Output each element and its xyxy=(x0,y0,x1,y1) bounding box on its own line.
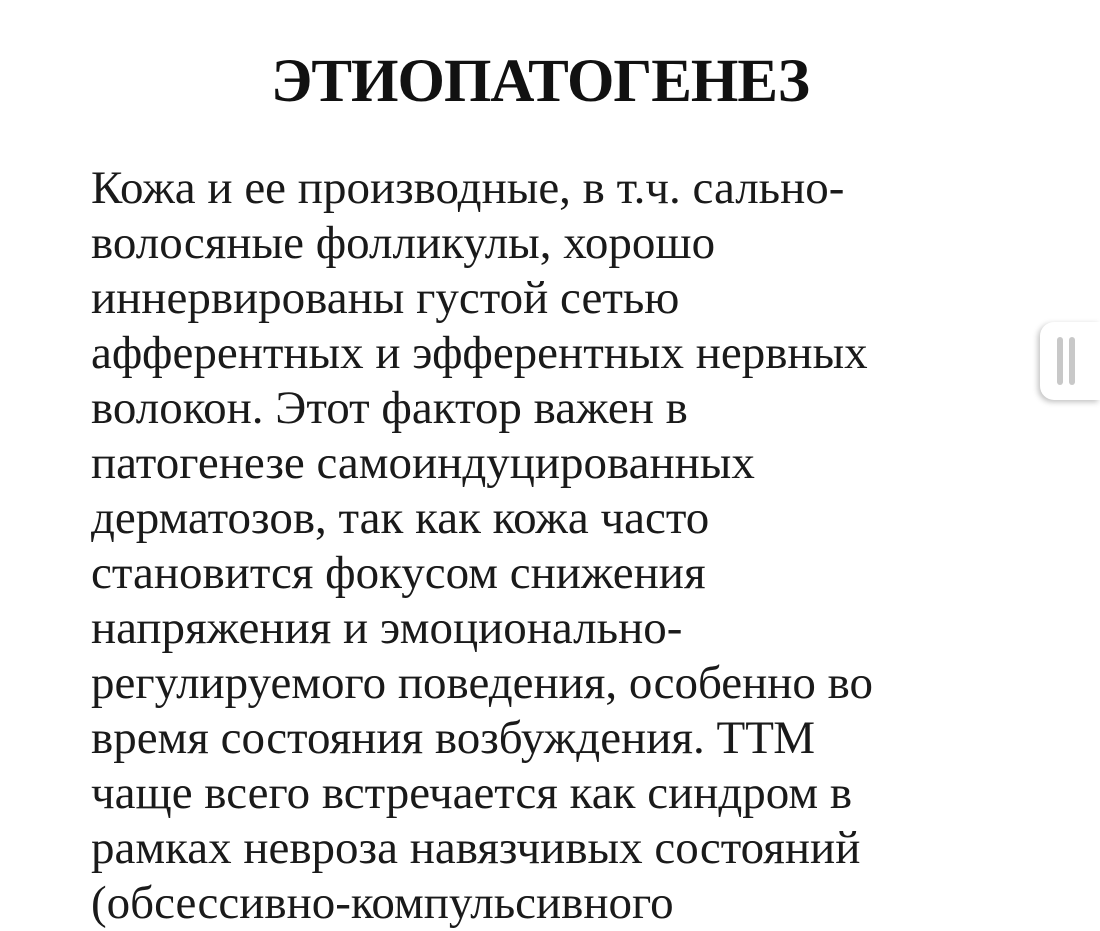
text-line: регулируемого поведения, особенно во xyxy=(91,657,874,709)
text-line: время состояния возбуждения. ТТМ xyxy=(91,712,816,764)
scroll-handle[interactable] xyxy=(1040,322,1100,400)
text-line: афферентных и эфферентных нервных xyxy=(91,327,868,379)
text-line: волокон. Этот фактор важен в xyxy=(91,382,688,434)
text-line: иннервированы густой сетью xyxy=(91,272,680,324)
text-line: волосяные фолликулы, хорошо xyxy=(91,217,716,269)
text-line: Кожа и ее производные, в т.ч. сально- xyxy=(91,162,845,214)
text-line: становится фокусом снижения xyxy=(91,547,706,599)
grip-lines-icon xyxy=(1069,337,1075,385)
page-title: ЭТИОПАТОГЕНЕЗ xyxy=(271,48,809,115)
text-line: рамках невроза навязчивых состояний xyxy=(91,822,861,874)
text-line: дерматозов, так как кожа часто xyxy=(91,492,710,544)
body-paragraph xyxy=(91,161,1051,931)
text-line: чаще всего встречается как синдром в xyxy=(91,767,853,819)
text-line: патогенезе самоиндуцированных xyxy=(91,437,755,489)
grip-lines-icon xyxy=(1057,337,1063,385)
text-line: напряжения и эмоционально- xyxy=(91,602,683,654)
text-line: (обсессивно-компульсивного xyxy=(91,877,674,929)
